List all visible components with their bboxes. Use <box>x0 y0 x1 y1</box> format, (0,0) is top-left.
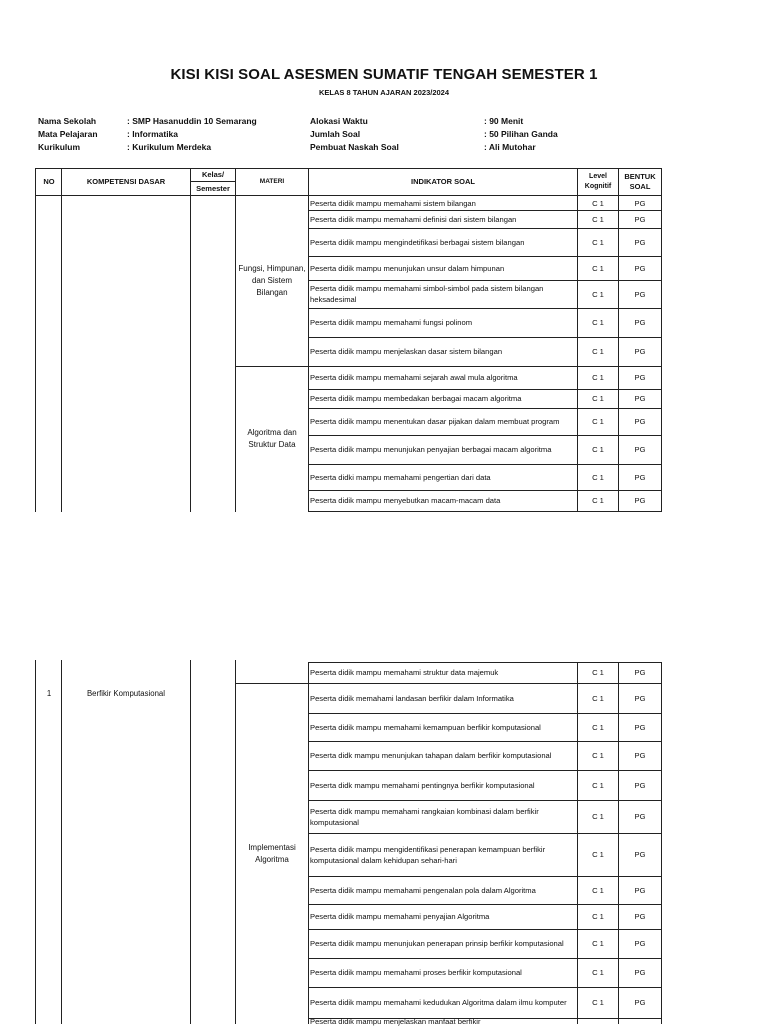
materi-cell: Fungsi, Himpunan, dan Sistem Bilangan <box>238 264 306 297</box>
level-kognitif-cell: C 1 <box>592 318 604 327</box>
indikator-cell: Peserta didik mampu memahami fungsi polinom <box>310 318 473 327</box>
header-kompetensi-dasar: KOMPETENSI DASAR <box>86 177 166 186</box>
bentuk-soal-cell: PG <box>634 885 646 895</box>
kompetensi-dasar-cell: Berfikir Komputasional <box>86 689 165 698</box>
level-kognitif-cell: C 1 <box>592 885 604 895</box>
indikator-cell: Peserta didik mampu memahami pengenalan pola dalam Algoritma <box>310 885 536 895</box>
level-kognitif-cell: C 1 <box>592 968 604 977</box>
indikator-cell: Peserta didk mampu memahami rangkaian kombinasi dalam berfikir komputasional <box>310 806 539 827</box>
meta-value-nama-sekolah: : SMP Hasanuddin 10 Semarang <box>127 116 257 126</box>
grid-line <box>190 168 191 196</box>
level-kognitif-cell: C 1 <box>592 417 604 426</box>
indikator-cell: Peserta didik mampu membedakan berbagai macam algoritma <box>310 394 522 403</box>
bentuk-soal-cell: PG <box>634 445 646 454</box>
grid-line <box>661 168 662 196</box>
meta-label-jumlah-soal: Jumlah Soal <box>310 129 361 139</box>
row-number: 1 <box>46 689 52 698</box>
grid-line <box>190 195 191 512</box>
level-kognitif-cell: C 1 <box>592 693 604 703</box>
indikator-cell: Peserta didik mampu menunjukan penerapan prinsip berfikir komputasional <box>310 939 564 948</box>
indikator-cell: Peserta didik mampu memahami struktur data majemuk <box>310 668 499 677</box>
indikator-cell: Peserta didik mampu memahami penyajian Algoritma <box>310 912 490 921</box>
bentuk-soal-cell: PG <box>634 693 646 703</box>
indikator-cell: Peserta didik mampu menunjukan penyajian berbagai macam algoritma <box>310 445 552 454</box>
indikator-cell: Peserta didik mampu menjelaskan manfaat berfikir <box>310 1016 481 1026</box>
indikator-cell: Peserta didik mampu mengindetifikasi berbagai sistem bilangan <box>310 237 525 247</box>
bentuk-soal-cell: PG <box>634 812 646 821</box>
level-kognitif-cell: C 1 <box>592 263 604 273</box>
bentuk-soal-cell: PG <box>634 394 646 403</box>
grid-line <box>35 195 36 512</box>
level-kognitif-cell: C 1 <box>592 237 604 247</box>
document-title: KISI KISI SOAL ASESMEN SUMATIF TENGAH SEMESTER 1 <box>170 66 598 83</box>
meta-value-mata-pelajaran: : Informatika <box>127 129 179 139</box>
level-kognitif-cell: C 1 <box>592 496 604 505</box>
level-kognitif-cell: C 1 <box>592 850 604 859</box>
indikator-cell: Peserta didki mampu memahami pengertian dari data <box>310 472 491 482</box>
meta-label-pembuat-naskah: Pembuat Naskah Soal <box>310 142 399 152</box>
meta-label-nama-sekolah: Nama Sekolah <box>38 116 97 126</box>
level-kognitif-cell: C 1 <box>592 445 604 454</box>
header-kelas: Kelas/ <box>201 170 225 179</box>
grid-line <box>35 660 36 1024</box>
grid-line <box>618 168 619 196</box>
level-kognitif-cell: C 1 <box>592 347 604 356</box>
bentuk-soal-cell: PG <box>634 912 646 921</box>
level-kognitif-cell: C 1 <box>592 214 604 224</box>
header-level-kognitif: Level Kognitif <box>584 173 612 190</box>
meta-label-kurikulum: Kurikulum <box>38 142 81 152</box>
level-kognitif-cell: C 1 <box>592 472 604 482</box>
indikator-cell: Peserta didik mampu memahami definisi dari sistem bilangan <box>310 214 517 224</box>
materi-cell: Algoritma dan Struktur Data <box>247 428 297 449</box>
grid-line <box>190 660 191 1024</box>
indikator-cell: Peserta didik mampu memahami simbol-simbol pada sistem bilangan heksadesimal <box>310 284 544 304</box>
bentuk-soal-cell: PG <box>634 780 646 790</box>
bentuk-soal-cell: PG <box>634 472 646 482</box>
bentuk-soal-cell: PG <box>634 198 646 208</box>
grid-line <box>61 660 62 1024</box>
indikator-cell: Peserta didk mampu menunjukan tahapan dalam berfikir komputasional <box>310 751 552 760</box>
meta-value-kurikulum: : Kurikulum Merdeka <box>127 142 212 152</box>
level-kognitif-cell: C 1 <box>592 394 604 403</box>
level-kognitif-cell: C 1 <box>592 198 604 208</box>
indikator-cell: Peserta didik mampu memahami sistem bilangan <box>310 198 476 208</box>
indikator-cell: Peserta didik mampu memahami sejarah awal mula algoritma <box>310 373 518 382</box>
bentuk-soal-cell: PG <box>634 318 646 327</box>
bentuk-soal-cell: PG <box>634 347 646 356</box>
level-kognitif-cell: C 1 <box>592 373 604 382</box>
grid-line <box>61 195 62 512</box>
grid-line <box>190 181 236 182</box>
meta-value-jumlah-soal: : 50 Pilihan Ganda <box>484 129 558 139</box>
bentuk-soal-cell: PG <box>634 289 646 299</box>
level-kognitif-cell: C 1 <box>592 812 604 821</box>
indikator-cell: Peserta didik mampu mengidentifikasi penerapan kemampuan berfikir komputasional dalam kehidupan sehari-hari <box>310 844 546 865</box>
level-kognitif-cell <box>578 1018 618 1024</box>
grid-line <box>61 168 62 196</box>
level-kognitif-cell: C 1 <box>592 751 604 760</box>
level-kognitif-cell: C 1 <box>592 780 604 790</box>
meta-value-pembuat-naskah: : Ali Mutohar <box>484 142 536 152</box>
level-kognitif-cell: C 1 <box>592 939 604 948</box>
grid-line <box>35 168 662 169</box>
indikator-cell: Peserta didik mampu memahami proses berfikir komputasional <box>310 968 522 977</box>
grid-line <box>308 168 309 196</box>
bentuk-soal-cell: PG <box>634 968 646 977</box>
grid-line <box>235 168 236 196</box>
indikator-cell: Peserta didik mampu memahami kemampuan berfikir komputasional <box>310 722 541 732</box>
materi-cell: Implementasi Algoritma <box>248 842 296 864</box>
level-kognitif-cell: C 1 <box>592 668 604 677</box>
grid-line <box>308 511 662 512</box>
bentuk-soal-cell: PG <box>634 417 646 426</box>
bentuk-soal-cell: PG <box>634 751 646 760</box>
bentuk-soal-cell: PG <box>634 850 646 859</box>
indikator-cell: Peserta didik mampu memahami kedudukan Algoritma dalam ilmu komputer <box>310 998 567 1007</box>
indikator-cell: Peserta didik memahami landasan berfikir dalam Informatika <box>310 693 514 703</box>
level-kognitif-cell: C 1 <box>592 912 604 921</box>
grid-line <box>35 168 36 196</box>
header-indikator-soal: INDIKATOR SOAL <box>411 177 475 186</box>
grid-line <box>661 662 662 1024</box>
grid-line <box>577 168 578 196</box>
bentuk-soal-cell: PG <box>634 939 646 948</box>
header-bentuk-soal: BENTUK SOAL <box>624 172 656 191</box>
indikator-cell: Peserta didik mampu menjelaskan dasar sistem bilangan <box>310 347 503 356</box>
grid-line <box>308 662 309 1024</box>
bentuk-soal-cell: PG <box>634 373 646 382</box>
header-no: NO <box>43 177 55 186</box>
header-semester: Semester <box>196 183 230 193</box>
bentuk-soal-cell: PG <box>634 668 646 677</box>
bentuk-soal-cell <box>619 1018 661 1024</box>
bentuk-soal-cell: PG <box>634 214 646 224</box>
indikator-cell: Peserta didik mampu menentukan dasar pijakan dalam membuat program <box>310 417 560 426</box>
meta-value-alokasi-waktu: : 90 Menit <box>484 116 524 126</box>
bentuk-soal-cell: PG <box>634 237 646 247</box>
indikator-cell: Peserta didik mampu menyebutkan macam-macam data <box>310 496 501 505</box>
meta-label-alokasi-waktu: Alokasi Waktu <box>310 116 368 126</box>
bentuk-soal-cell: PG <box>634 998 646 1007</box>
bentuk-soal-cell: PG <box>634 722 646 732</box>
level-kognitif-cell: C 1 <box>592 289 604 299</box>
header-materi: MATERI <box>259 178 285 185</box>
bentuk-soal-cell: PG <box>634 496 646 505</box>
level-kognitif-cell: C 1 <box>592 998 604 1007</box>
indikator-cell: Peserta didk mampu memahami pentingnya berfikir komputasional <box>310 780 535 790</box>
indikator-cell: Peserta didik mampu menunjukan unsur dalam himpunan <box>310 263 505 273</box>
meta-label-mata-pelajaran: Mata Pelajaran <box>38 129 98 139</box>
bentuk-soal-cell: PG <box>634 263 646 273</box>
document-subtitle: KELAS 8 TAHUN AJARAN 2023/2024 <box>318 88 450 97</box>
level-kognitif-cell: C 1 <box>592 722 604 732</box>
